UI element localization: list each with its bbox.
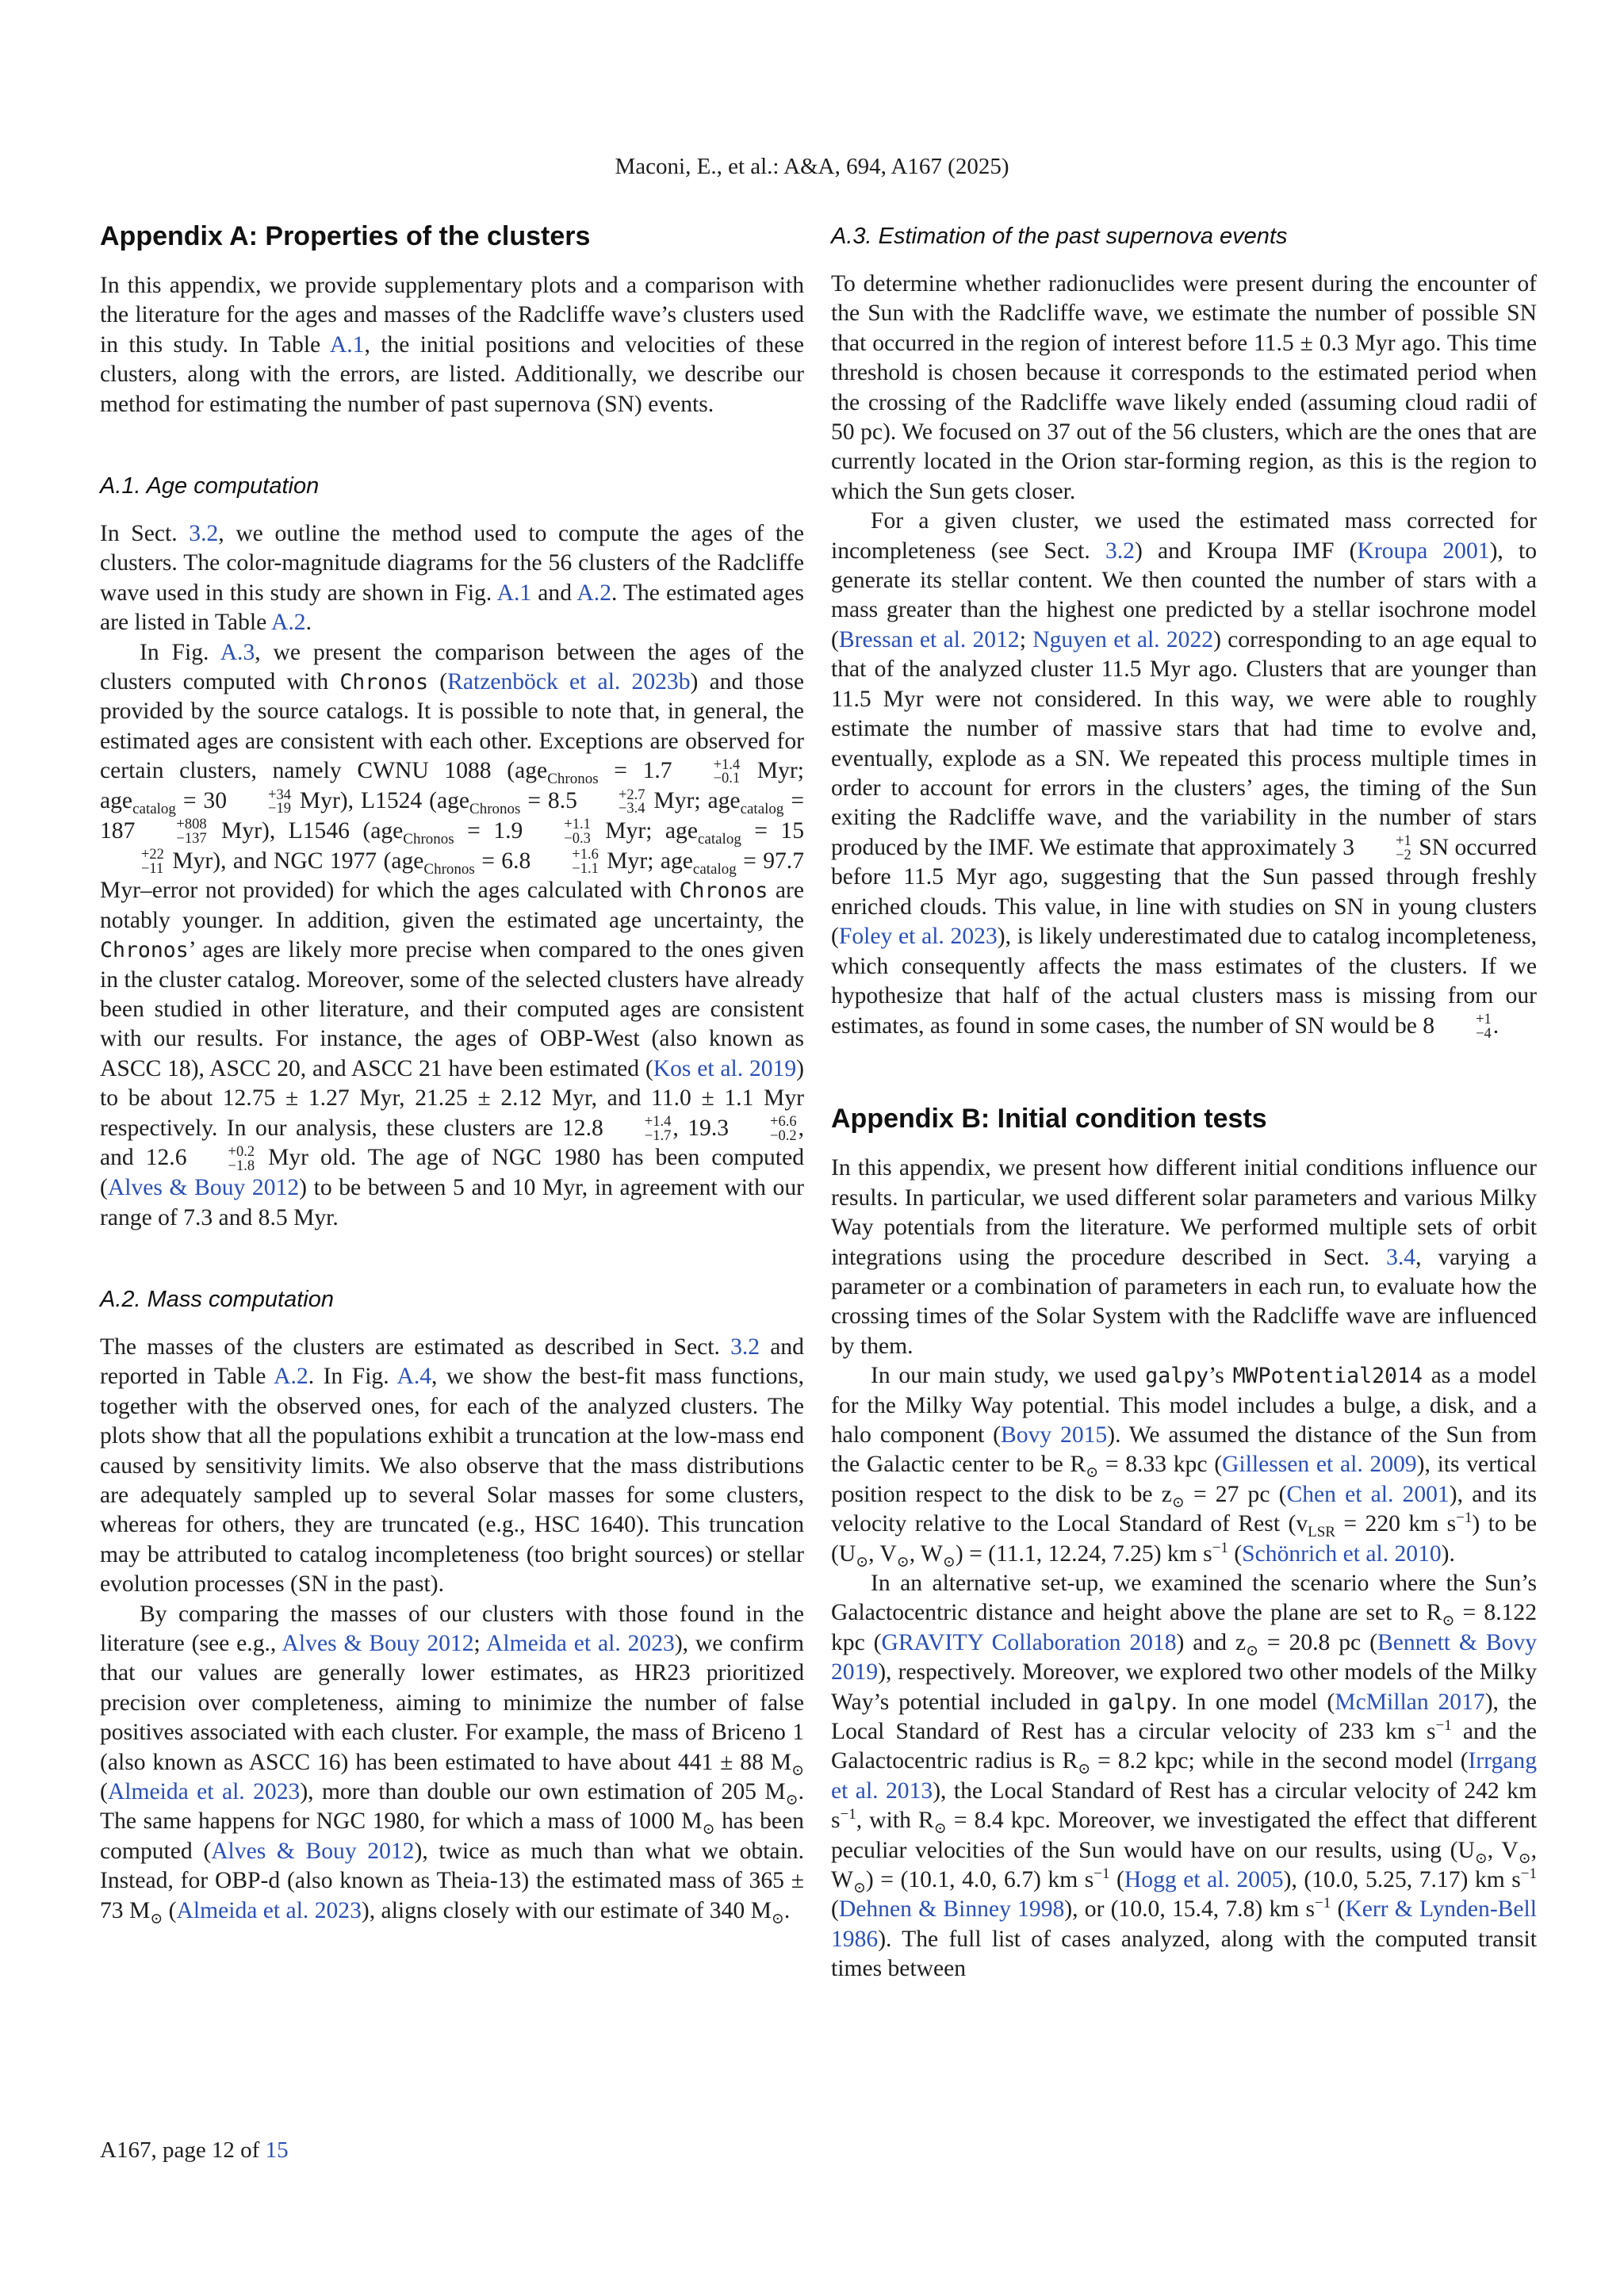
appendix-b-paragraph-3: In an alternative set-up, we examined the scenario where the Sun’s Galactocentric distance and height above the plane are set to $R_⊙ = 8.122$ kpc (GRAVITY Collaboration 2018) and $z_⊙ = 20.8$ pc (Bennett & Bovy 2019), respectively. Moreover, we explored two other models of the Milky Way’s potential included in galpy. In one model (McMillan 2017), the Local Standard of Rest has a circular velocity of 233 km $s^{-1}$ and the Galactocentric radius is $R_⊙ = 8.2$ kpc; while in the second model (Irrgang et al. 2013), the Local Standard of Rest has a circular velocity of 242 km $s^{-1}$, with $R_⊙ = 8.4$ kpc. Moreover, we investigated the effect that different peculiar velocities of the Sun would have on our results, using ($U_⊙$, $V_⊙$, $W_⊙) = (10.1$, 4.0, 6.7) km $s^{-1}$ (Hogg et al. 2005), (10.0, 5.25, 7.17) km $s^{-1}$ (Dehnen & Binney 1998), or (10.0, 15.4, 7.8) km $s^{-1}$ (Kerr & Lynden-Bell 1986). The full list of cases analyzed, along with the computed transit times between (831, 1570, 1538, 1982)
total-pages-link[interactable]: 15 (265, 2137, 289, 2163)
code-chronos: Chronos (100, 938, 189, 963)
table-link[interactable]: A.2 (274, 1364, 308, 1390)
citation-link[interactable]: Bressan et al. 2012 (838, 626, 1020, 652)
citation-link[interactable]: Almeida et al. 2023 (176, 1897, 362, 1923)
citation-link[interactable]: Alves & Bouy 2012 (107, 1175, 300, 1201)
section-link[interactable]: 3.2 (1105, 538, 1135, 564)
appendix-b-title: Appendix B: Initial condition tests (831, 1104, 1267, 1135)
code-chronos: Chronos (339, 670, 429, 695)
section-a2-paragraph-2: By comparing the masses of our clusters with those found in the literature (see e.g., Alves & Bouy 2012; Almeida et al. 2023), we confirm that our values are generally lower estimates, as HR23 prioritized precision over completeness, aiming to minimize the number of false positives associated with each cluster. For example, the mass of Briceno 1 (also known as ASCC 16) has been estimated to have about 441 ± 88 $M_⊙$ (Almeida et al. 2023), more than double our own estimation of 205 $M_⊙$. The same happens for NGC 1980, for which a mass of 1000 $M_⊙$ has been computed (Alves & Bouy 2012), twice as much than what we obtain. Instead, for OBP-d (also known as Theia-13) the estimated mass of 365 ± 73 $M_⊙$ (Almeida et al. 2023), aligns closely with our estimate of 340 $M_⊙$. (100, 1601, 804, 1927)
code-galpy: galpy (1108, 1689, 1172, 1715)
citation-link[interactable]: Alves & Bouy 2012 (282, 1631, 474, 1656)
citation-link[interactable]: Chen et al. 2001 (1286, 1481, 1450, 1507)
figure-link[interactable]: A.2 (576, 580, 611, 606)
citation-link[interactable]: Ratzenböck et al. 2023b (447, 669, 691, 695)
section-a3-paragraph-1: To determine whether radionuclides were present during the encounter of the Sun with the Radcliffe wave, we estimate the number of possible SN that occurred in the region of interest before 11.5 ± 0.3 Myr ago. This time threshold is chosen because it corresponds to the estimated period when the crossing of the Radcliffe wave likely ended (assuming cloud radii of 50 pc). We focused on 37 out of the 56 clusters, which are the ones that are currently located in the Orion star-forming region, as this is the region to which the Sun gets closer. (831, 271, 1537, 504)
citation-link[interactable]: Kroupa 2001 (1357, 538, 1490, 564)
section-a1-paragraph-1: In Sect. 3.2, we outline the method used to compute the ages of the clusters. The color-magnitude diagrams for the 56 clusters of the Radcliffe wave used in this study are shown in Fig. A.1 and A.2. The estimated ages are listed in Table A.2. (100, 521, 804, 636)
citation-link[interactable]: Hogg et al. 2005 (1124, 1867, 1284, 1893)
page-footer: A167, page 12 of 15 (100, 2137, 289, 2163)
section-a3-paragraph-2: For a given cluster, we used the estimated mass corrected for incompleteness (see Sect. 3.2) and Kroupa IMF (Kroupa 2001), to generate its stellar content. We then counted the number of stars with a mass greater than the highest one predicted by a stellar isochrone model (Bressan et al. 2012; Nguyen et al. 2022) corresponding to an age equal to that of the analyzed cluster 11.5 Myr ago. Clusters that are younger than 11.5 Myr were not considered. In this way, we were able to roughly estimate the number of massive stars that had time to evolve and, eventually, explode as a SN. We repeated this process multiple times in order to account for errors in the clusters’ ages, the timing of the Sun exiting the Radcliffe wave, and the variability in the number of stars produced by the IMF. We estimate that approximately 3 +1 −2 SN occurred before 11.5 Myr ago, suggesting that the Sun passed through freshly enriched clouds. This value, in line with studies on SN in young clusters (Foley et al. 2023), is likely underestimated due to catalog incompleteness, which consequently affects the mass estimates of the clusters. If we hypothesize that half of the actual clusters mass is missing from our estimates, as found in some cases, the number of SN would be 8 +1 −4 . (831, 508, 1538, 1042)
appendix-b-paragraph-1: In this appendix, we present how different initial conditions influence our results. In particular, we used different solar parameters and various Milky Way potentials from the literature. We performed multiple sets of orbit integrations using the procedure described in Sect. 3.4, varying a parameter or a combination of parameters in each run, to evaluate how the crossing times of the Solar System with the Radcliffe wave are influenced by them. (831, 1155, 1537, 1359)
citation-link[interactable]: Bennett & Bovy 2019 (831, 1629, 1538, 1686)
section-link[interactable]: 3.4 (1386, 1244, 1416, 1270)
citation-link[interactable]: Almeida et al. 2023 (107, 1779, 301, 1805)
section-a1-title: A.1. Age computation (100, 473, 320, 499)
figure-link[interactable]: A.1 (496, 580, 532, 606)
appendix-a-intro: In this appendix, we provide supplementary plots and a comparison with the literature for the ages and masses of the Radcliffe wave’s clusters used in this study. In Table A.1, the initial positions and velocities of these clusters, along with the errors, are listed. Additionally, we describe our method for estimating the number of past supernova (SN) events. (100, 273, 804, 417)
figure-link[interactable]: A.3 (220, 639, 255, 665)
citation-link[interactable]: Almeida et al. 2023 (486, 1631, 675, 1656)
citation-link[interactable]: McMillan 2017 (1335, 1689, 1485, 1715)
section-a3-title: A.3. Estimation of the past supernova events (831, 224, 1288, 249)
table-link[interactable]: A.1 (329, 331, 365, 358)
appendix-a-title: Appendix A: Properties of the clusters (100, 221, 591, 251)
citation-link[interactable]: Nguyen et al. 2022 (1032, 626, 1214, 652)
citation-link[interactable]: Kerr & Lynden-Bell 1986 (831, 1896, 1537, 1952)
section-a2-title: A.2. Mass computation (100, 1286, 334, 1312)
citation-link[interactable]: Bovy 2015 (1001, 1422, 1108, 1448)
section-link[interactable]: 3.2 (189, 521, 219, 547)
running-header: Maconi, E., et al.: A&A, 694, A167 (2025) (615, 154, 1009, 179)
appendix-b-paragraph-2: In our main study, we used galpy’s MWPotential2014 as a model for the Milky Way potential. This model includes a bulge, a disk, and a halo component (Bovy 2015). We assumed the distance of the Sun from the Galactic center to be $R_⊙ = 8.33$ kpc (Gillessen et al. 2009), its vertical position respect to the disk to be $z_⊙ = 27$ pc (Chen et al. 2001), and its velocity relative to the Local Standard of Rest ($v_{LSR} = 220$ km $s^{-1}$) to be ($U_⊙$, $V_⊙$, $W_⊙) = (11.1$, 12.24, 7.25) km $s^{-1}$ (Schönrich et al. 2010). (831, 1363, 1538, 1571)
section-a1-paragraph-2: In Fig. A.3, we present the comparison between the ages of the clusters computed with Chronos (Ratzenböck et al. 2023b) and those provided by the source catalogs. It is possible to note that, in general, the estimated ages are consistent with each other. Exceptions are observed for certain clusters, namely CWNU 1088 (age$_{Chronos}$ = 1.7 +1.4 −0.1 Myr; age$_{catalog}$ = 30 +34 −19 Myr), L1524 (age$_{Chronos}$ = 8.5 +2.7 −3.4 Myr; age$_{catalog}$ = 187 +808 −137 Myr), L1546 (age$_{Chronos}$ = 1.9 +1.1 −0.3 Myr; age$_{catalog}$ = 15 +22 −11 Myr), and NGC 1977 (age$_{Chronos}$ = 6.8 +1.6 −1.1 Myr; age$_{catalog}$ = 97.7 Myr–error not provided) for which the ages calculated with Chronos are notably younger. In addition, given the estimated age uncertainty, the Chronos’ ages are likely more precise when compared to the ones given in the cluster catalog. Moreover, some of the selected clusters have already been studied in other literature, and their computed ages are consistent with our results. For instance, the ages of OBP-West (also known as ASCC 18), ASCC 20, and ASCC 21 have been estimated (Kos et al. 2019) to be about 12.75 ± 1.27 Myr, 21.25 ± 2.12 Myr, and 11.0 ± 1.1 Myr respectively. In our analysis, these clusters are 12.8 +1.4 −1.7 , 19.3 +6.6 −0.2 , and 12.6 +0.2 −1.8 Myr old. The age of NGC 1980 has been computed (Alves & Bouy 2012) to be between 5 and 10 Myr, in agreement with our range of 7.3 and 8.5 Myr. (100, 639, 805, 1230)
citation-link[interactable]: Gillessen et al. 2009 (1222, 1452, 1417, 1478)
code-mwpotential: MWPotential2014 (1232, 1364, 1423, 1389)
table-link[interactable]: A.2 (270, 610, 306, 636)
section-a2-paragraph-1: The masses of the clusters are estimated as described in Sect. 3.2 and reported in Table A.2. In Fig. A.4, we show the best-fit mass functions, together with the observed ones, for each of the analyzed clusters. The plots show that all the populations exhibit a truncation at the low-mass end caused by sensitivity limits. We also observe that the mass distributions are adequately sampled up to several Solar masses for some clusters, whereas for others, they are truncated (e.g., HSC 1640). This truncation may be attributed to catalog incompleteness (too bright sources) or stellar evolution processes (SN in the past). (100, 1334, 804, 1598)
figure-link[interactable]: A.4 (396, 1364, 432, 1390)
code-chronos: Chronos (679, 878, 768, 904)
left-column (100, 211, 804, 1926)
citation-link[interactable]: Foley et al. 2023 (838, 924, 998, 950)
citation-link[interactable]: GRAVITY Collaboration 2018 (881, 1629, 1177, 1655)
citation-link[interactable]: Irrgang et al. 2013 (831, 1748, 1537, 1804)
section-link[interactable]: 3.2 (730, 1334, 760, 1360)
citation-link[interactable]: Kos et al. 2019 (653, 1055, 797, 1081)
citation-link[interactable]: Schönrich et al. 2010 (1242, 1540, 1442, 1567)
code-galpy: galpy (1145, 1364, 1209, 1389)
citation-link[interactable]: Alves & Bouy 2012 (211, 1838, 415, 1864)
citation-link[interactable]: Dehnen & Binney 1998 (838, 1896, 1065, 1923)
right-column (831, 211, 1537, 1984)
